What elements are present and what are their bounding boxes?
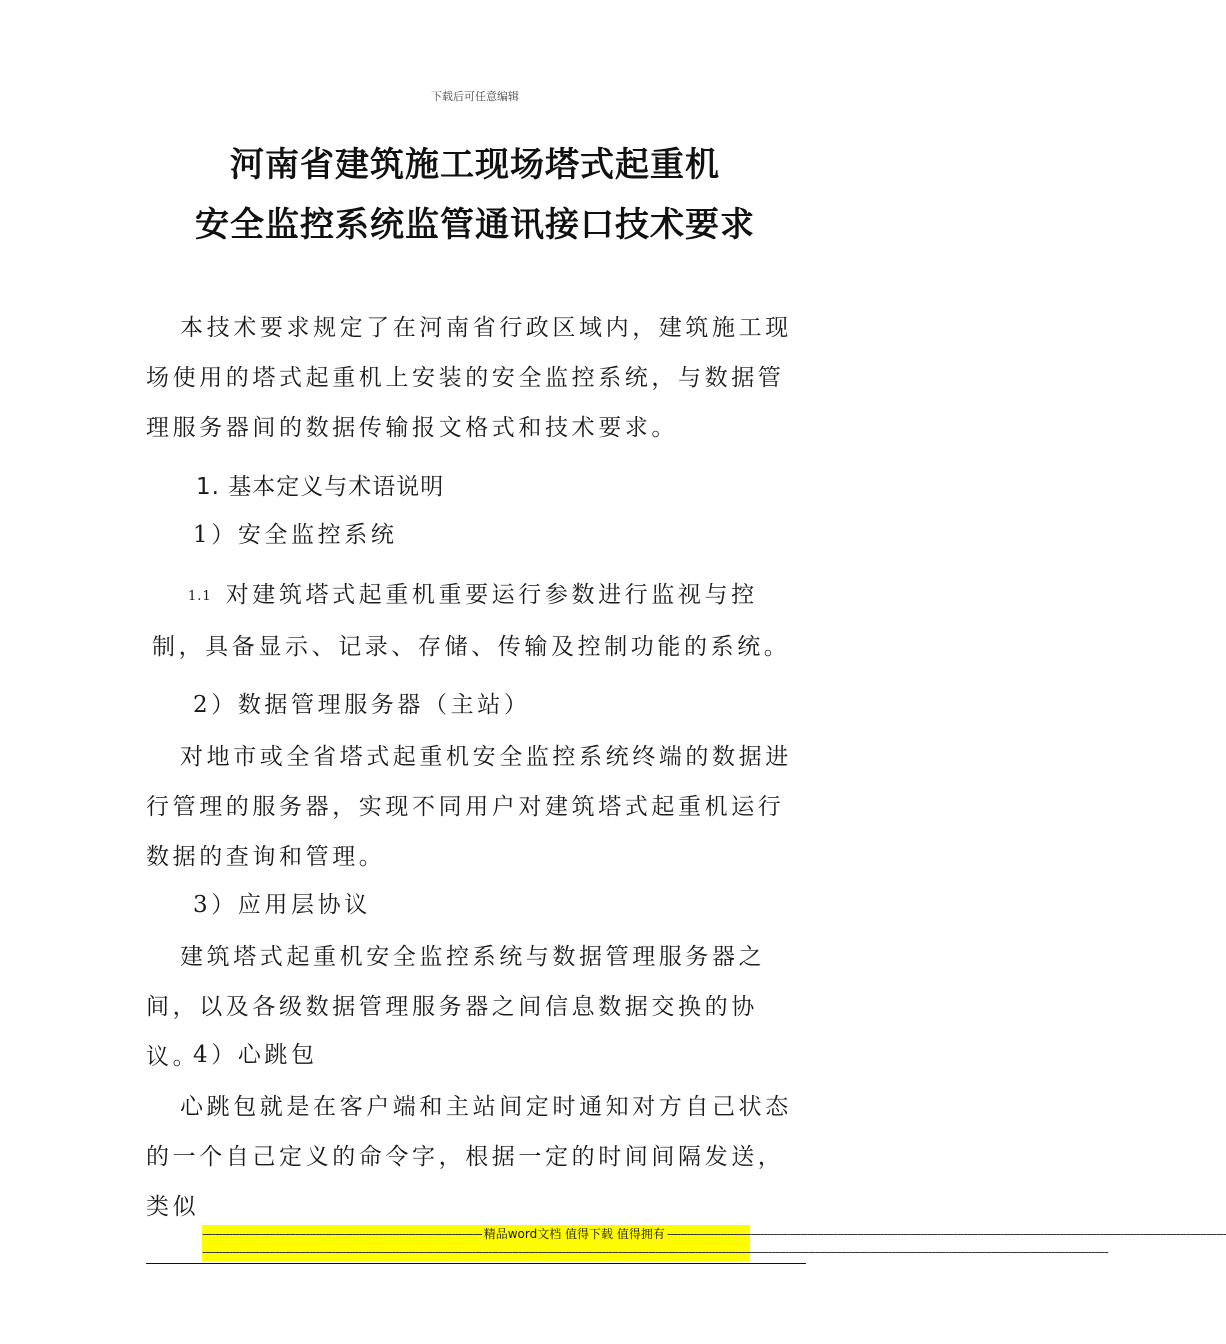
intro-paragraph: 本技术要求规定了在河南省行政区域内，建筑施工现场使用的塔式起重机上安装的安全监控系统，与数据管理服务器间的数据传输报文格式和技术要求。 (146, 315, 792, 441)
dash-fill-left: ------------------------------------------------------------------------------------ (202, 1227, 482, 1241)
document-title-line-2: 安全监控系统监管通讯接口技术要求 (195, 205, 755, 245)
definition-monitoring-system (152, 570, 802, 672)
subheading-heartbeat: 4）心跳包 (193, 1042, 318, 1068)
header-note: 下载后可任意编辑 (431, 90, 519, 103)
subheading-data-server: 2）数据管理服务器（主站） (193, 692, 531, 718)
subheading-application-protocol: 3）应用层协议 (193, 892, 371, 918)
definition-application-protocol: 建筑塔式起重机安全监控系统与数据管理服务器之间，以及各级数据管理服务器之间信息数据交换的协议。 (146, 944, 766, 1070)
section-heading-1: 1. 基本定义与术语说明 (196, 474, 445, 500)
banner-line-1 (202, 1225, 1226, 1243)
document-title-line-1: 河南省建筑施工现场塔式起重机 (230, 145, 720, 185)
dash-fill-full: -------------------------------------------------------------------------------------------------------------------------------------------------------------------------------------------------------------------------------------------------------------------------------- (202, 1245, 1108, 1259)
definition-data-server: 对地市或全省塔式起重机安全监控系统终端的数据进行管理的服务器，实现不同用户对建筑塔式起重机运行数据的查询和管理。 (146, 744, 792, 870)
banner-line-2 (202, 1243, 1108, 1261)
dash-fill-right: ------------------------------------------------------------------------------------------------------------------------------------------------------------------------ (666, 1227, 1226, 1241)
subheading-monitoring-system: 1）安全监控系统 (193, 522, 398, 548)
footer-rule (146, 1263, 806, 1264)
banner-text: 精品word文档 值得下载 值得拥有 (483, 1227, 665, 1241)
definition-heartbeat: 心跳包就是在客户端和主站间定时通知对方自己状态的一个自己定义的命令字，根据一定的时间间隔发送，类似 (146, 1094, 792, 1220)
footer-banner (202, 1225, 1226, 1261)
definition-text: 对建筑塔式起重机重要运行参数进行监视与控制，具备显示、记录、存储、传输及控制功能的系统。 (152, 582, 791, 660)
clause-number: 1.1 (188, 589, 212, 604)
